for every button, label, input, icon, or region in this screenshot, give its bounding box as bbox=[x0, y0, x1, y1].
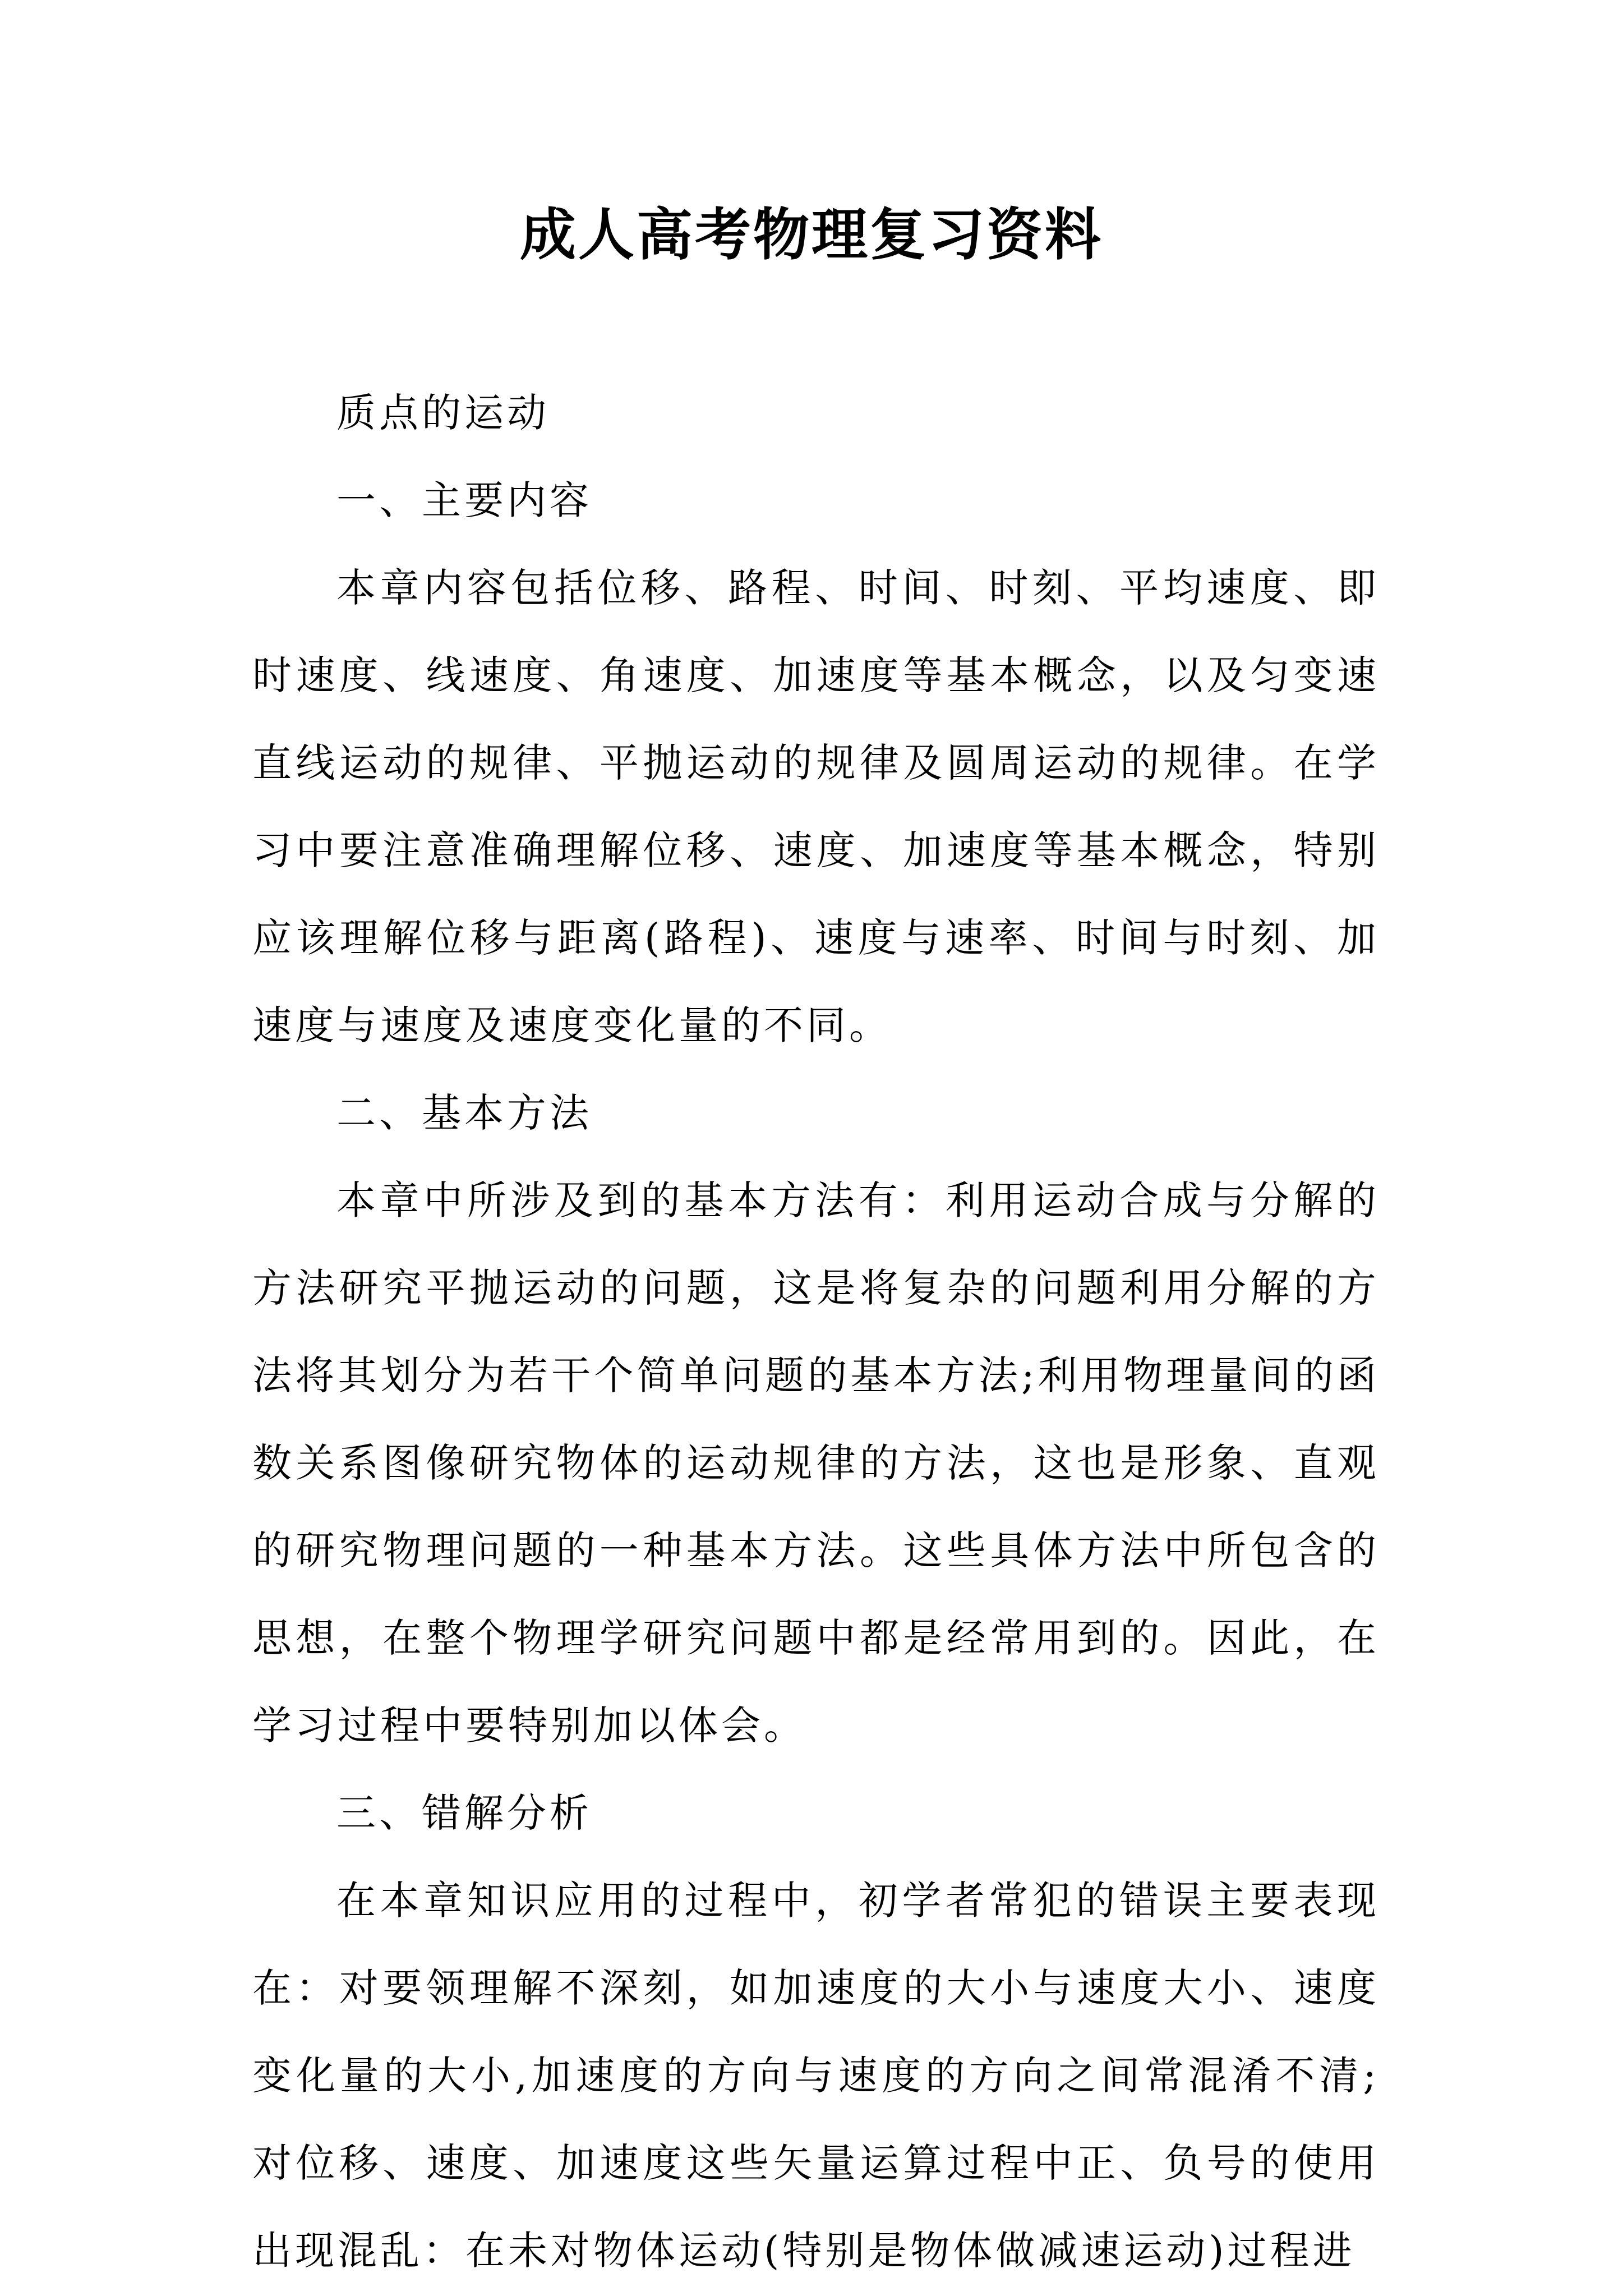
section-heading-chapter: 质点的运动 bbox=[336, 390, 550, 436]
paragraph-error-analysis: 在本章知识应用的过程中，初学者常犯的错误主要表现在：对要领理解不深刻，如加速度的大小与速度大小、速度变化量的大小,加速度的方向与速度的方向之间常混淆不清;对位移、速度、加速度这些矢量运算过程中正、负号的使用出现混乱：在未对物体运动(特别是物体做减速运动)过程进 bbox=[252, 1878, 1380, 2274]
section-heading-error-analysis: 三、错解分析 bbox=[336, 1790, 592, 1836]
document-body bbox=[252, 369, 1380, 2294]
section-heading-basic-methods: 二、基本方法 bbox=[336, 1090, 592, 1136]
paragraph-main-content: 本章内容包括位移、路程、时间、时刻、平均速度、即时速度、线速度、角速度、加速度等基本概念，以及匀变速直线运动的规律、平抛运动的规律及圆周运动的规律。在学习中要注意准确理解位移、速度、加速度等基本概念，特别应该理解位移与距离(路程)、速度与速率、时间与时刻、加速度与速度及速度变化量的不同。 bbox=[252, 565, 1380, 1048]
paragraph-basic-methods: 本章中所涉及到的基本方法有：利用运动合成与分解的方法研究平抛运动的问题，这是将复杂的问题利用分解的方法将其划分为若干个简单问题的基本方法;利用物理量间的函数关系图像研究物体的运动规律的方法，这也是形象、直观的研究物理问题的一种基本方法。这些具体方法中所包含的思想，在整个物理学研究问题中都是经常用到的。因此，在学习过程中要特别加以体会。 bbox=[252, 1177, 1380, 1749]
section-heading-main-content: 一、主要内容 bbox=[336, 477, 592, 523]
document-title: 成人高考物理复习资料 bbox=[520, 201, 1103, 268]
